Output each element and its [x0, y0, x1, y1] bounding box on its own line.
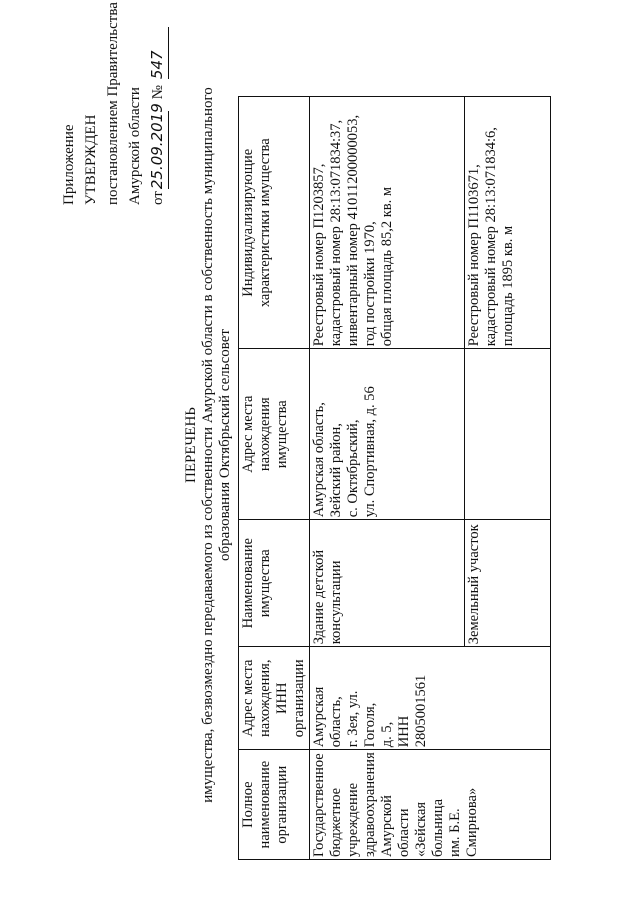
date-prefix: от: [150, 191, 166, 205]
cell-property-address: [465, 349, 551, 520]
header-property-name: Наименование имущества: [239, 520, 310, 647]
approval-line-decree: постановлением Правительства: [105, 2, 121, 205]
header-property-details: Индивидуализирующие характеристики имущества: [239, 97, 310, 349]
header-property-address: Адрес места нахождения имущества: [239, 349, 310, 520]
number-prefix: №: [150, 85, 166, 100]
approval-line-region: Амурской области: [127, 87, 143, 205]
header-org-address: Адрес места нахождения, ИНН организации: [239, 647, 310, 750]
cell-org-name: Государственное бюджетное учреждение здравоохранения Амурской области «Зейская больница им. Б.Е. Смирнова»: [310, 750, 551, 860]
header-org-name: Полное наименование организации: [239, 750, 310, 860]
title-line-2: образования Октябрьский сельсовет: [217, 329, 233, 561]
handwritten-number: 547: [146, 27, 169, 79]
handwritten-date: 25.09.2019: [146, 111, 169, 189]
document-title: [183, 65, 234, 825]
cell-property-details: Реестровый номер П1103671, кадастровый номер 28:13:071834:6, площадь 1895 кв. м: [465, 97, 551, 349]
property-table: [238, 96, 551, 860]
cell-org-address: Амурская область, г. Зея, ул. Гоголя, д. 5, ИНН 2805001561: [310, 647, 551, 750]
cell-property-address: Амурская область, Зейский район, с. Октябрьский, ул. Спортивная, д. 56: [310, 349, 465, 520]
approval-stamp: [58, 2, 169, 205]
table-header-row: [239, 97, 310, 860]
cell-property-details: Реестровый номер П1203857, кадастровый номер 28:13:071834:37, инвентарный номер 41011200000053, год постройки 1970, общая площадь 85,2 кв. м: [310, 97, 465, 349]
title-line-1: имущества, безвозмездно передаваемого из собственности Амурской области в собственность муниципального: [200, 87, 216, 803]
approval-line-approved: УТВЕРЖДЕН: [83, 114, 99, 205]
approval-date-line: [146, 5, 169, 205]
cell-property-name: Здание детской консультации: [310, 520, 465, 647]
title-heading: ПЕРЕЧЕНЬ: [183, 407, 199, 483]
cell-property-name: Земельный участок: [465, 520, 551, 647]
table-row: [310, 97, 465, 860]
approval-line-appendix: Приложение: [61, 124, 77, 205]
